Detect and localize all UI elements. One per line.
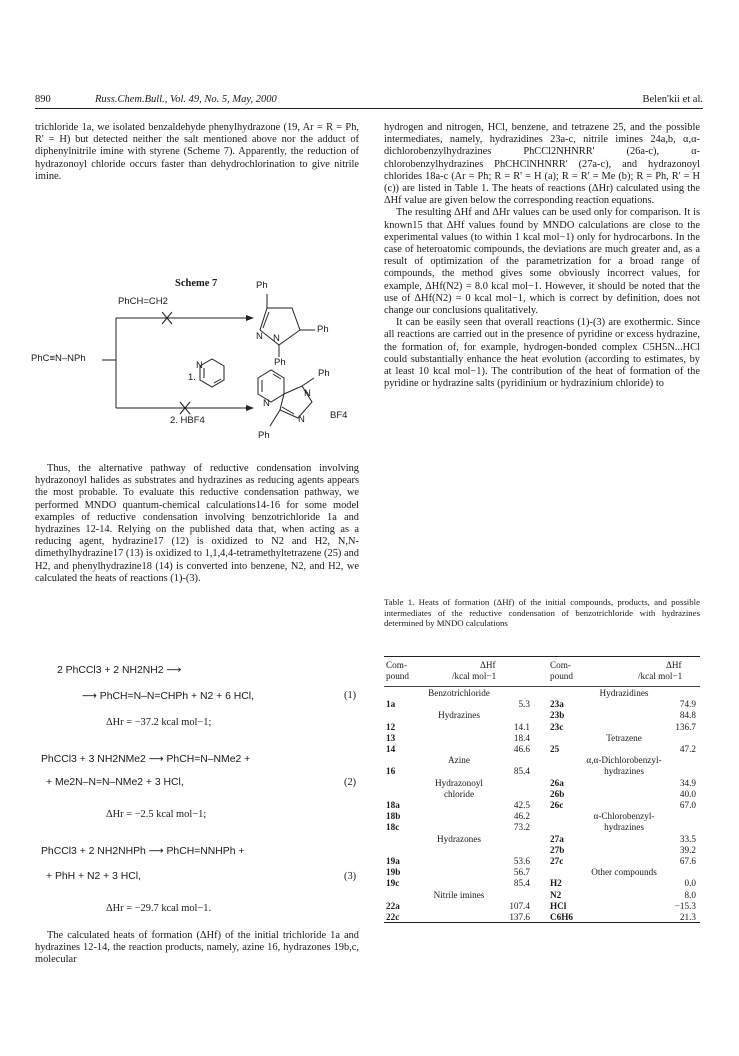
table-group-heading: α,α-Dichlorobenzyl- <box>586 755 662 766</box>
value-cell: 0.0 <box>684 878 696 889</box>
compound-cell: 25 <box>550 744 560 754</box>
reaction-enthalpy: ΔHr = −2.5 kcal mol−1; <box>106 809 207 820</box>
value-cell: 39.2 <box>679 844 696 855</box>
table-group-heading: Tetrazene <box>606 732 642 743</box>
header-cell: pound <box>550 671 573 681</box>
equation-number: (3) <box>344 871 357 882</box>
table-group-heading: hydrazines <box>604 766 644 777</box>
n-label: N <box>196 360 203 371</box>
left-column-top <box>35 122 359 183</box>
value-cell: 42.5 <box>513 800 530 810</box>
scheme-title: Scheme 7 <box>175 278 218 289</box>
compound-cell: 19a <box>386 856 400 866</box>
counterion: BF4 <box>330 410 348 421</box>
table-group-heading: Benzotrichloride <box>428 688 490 698</box>
paragraph: trichloride 1a, we isolated benzaldehyde phenylhydrazone (19, Ar = R = Ph, R' = H) but detected neither the salt mentioned above nor the adduct of diphenylnitrile imine with styrene (Scheme 7). Apparently, the reduction of hydrazonoyl chloride occurs faster than dehydrochlorination to give nitrile imine. <box>35 122 359 182</box>
value-cell: 47.2 <box>679 744 696 754</box>
value-cell: 107.4 <box>509 900 530 911</box>
compound-cell: 26c <box>550 800 564 810</box>
compound-cell: 27b <box>550 844 565 855</box>
n-label: N <box>273 333 280 344</box>
equation-1-line1: 2 PhCCl3 + 2 NH2NH2 ⟶ <box>57 665 182 676</box>
value-cell: 53.6 <box>513 856 530 866</box>
paragraph: hydrogen and nitrogen, HCl, benzene, and tetrazene 25, and the possible intermediates, namely, hydrazidines 23a-c, nitrile imines 24a,b, α,α-dichlorobenzylhydrazines PhCCl2NHNRR' (26a-c), α-chlorobenzylhydrazines PhCHClNHNRR' (27a-c), and hydrazonoyl chlorides 18a-c (Ar = Ph; R = R' = H (a); R = R' = Me (b); R = Ph, R' = H (c)) are listed in Table 1. The heats of reactions (ΔHr) calculated using the ΔHf value are given below the corresponding reaction equations. <box>384 122 700 207</box>
header-cell: Com- <box>550 660 571 670</box>
paragraph: Thus, the alternative pathway of reductive condensation involving hydrazonoyl halides as substrates and hydrazines as reducing agents appears the most probable. To evaluate this reductive condensation pathway, we performed MNDO quantum-chemical calculations14-16 for some model examples of reductive condensation involving benzotrichloride 1a and hydrazines 12-14. Relying on the published data that, when acting as a reducing agent, hydrazine17 (12) is oxidized to N2 and H2, N,N-dimethylhydrazine17 (13) is oxidized to 1,1,4,4-tetramethyltetrazene (25) and H2, and phenylhydrazine18 (14) is converted into benzene, N2, and H2, we calculated the heats of reactions (1)-(3). <box>35 463 359 584</box>
table-group-heading: Hydrazonoyl <box>435 777 483 788</box>
value-cell: −15.3 <box>674 900 696 911</box>
equation-number: (1) <box>344 690 357 701</box>
value-cell: 40.0 <box>679 788 696 799</box>
equation-number: (2) <box>344 777 357 788</box>
header-cell: /kcal mol−1 <box>638 671 683 681</box>
left-column-bottom <box>35 930 359 967</box>
n-label: N <box>304 388 311 399</box>
paragraph: It can be easily seen that overall reactions (1)-(3) are exothermic. Since all reactions are carried out in the presence of pyridine or excess hydrazine, the formation of, for example, hydrogen-bonded complex C5H5N...HCl could substantially enhance the heat evolution (according to estimates, by at least 10 kcal mol−1). The contribution of the heat of formation of the pyridine or hydrazine salts (pyridinium or hydrazinium chloride) to <box>384 317 700 390</box>
compound-cell: 18a <box>386 800 400 810</box>
authors: Belen'kii et al. <box>642 94 703 105</box>
equation-3-line2: + PhH + N2 + 3 HCl, <box>46 871 142 882</box>
header-cell: Com- <box>386 660 407 670</box>
value-cell: 73.2 <box>513 822 530 833</box>
compound-cell: 26a <box>550 777 564 788</box>
equation-2-line1: PhCCl3 + 3 NH2NMe2 ⟶ PhCH=N–NMe2 + <box>41 754 251 765</box>
ph-label: Ph <box>258 430 270 441</box>
table-left-half <box>384 688 534 1018</box>
table-top-rule <box>384 656 700 657</box>
reagent-styrene: PhCH=CH2 <box>118 296 168 307</box>
compound-cell: 13 <box>386 732 396 743</box>
value-cell: 67.6 <box>679 856 696 866</box>
compound-cell: C6H6 <box>550 912 573 922</box>
ph-label: Ph <box>317 324 329 335</box>
compound-cell: 23b <box>550 710 565 721</box>
value-cell: 21.3 <box>679 912 696 922</box>
compound-cell: 14 <box>386 744 396 754</box>
value-cell: 5.3 <box>518 699 530 710</box>
table-group-heading: α-Chlorobenzyl- <box>593 811 655 822</box>
ph-label: Ph <box>274 357 286 368</box>
value-cell: 85.4 <box>513 766 530 777</box>
table-header-rule <box>384 686 700 687</box>
ph-label: Ph <box>318 368 330 379</box>
compound-cell: HCl <box>550 900 567 911</box>
equation-2-line2: + Me2N–N=N–NMe2 + 3 HCl, <box>46 777 184 788</box>
compound-cell: 27a <box>550 833 564 844</box>
compound-cell: 23c <box>550 721 564 732</box>
equation-3-line1: PhCCl3 + 2 NH2NHPh ⟶ PhCH=NNHPh + <box>41 846 245 857</box>
header-cell: ΔHf <box>480 660 496 670</box>
table-caption: Table 1. Heats of formation (ΔHf) of the initial compounds, products, and possible intermediates of the reductive condensation of benzotrichloride with hydrazines determined by MNDO calculations <box>384 597 700 629</box>
pyrazoline-ring <box>260 308 300 345</box>
compound-cell: 23a <box>550 699 564 710</box>
compound-cell: 12 <box>386 721 396 732</box>
reaction-enthalpy: ΔHr = −37.2 kcal mol−1; <box>106 717 212 728</box>
header-cell: pound <box>386 671 409 681</box>
compound-cell: 19b <box>386 867 401 878</box>
reaction-enthalpy: ΔHr = −29.7 kcal mol−1. <box>106 903 212 914</box>
table-group-heading: Hydrazones <box>437 833 481 844</box>
paragraph: The calculated heats of formation (ΔHf) of the initial trichloride 1a and hydrazines 12-14, the reaction products, namely, azine 16, hydrazones 19b,c, molecular <box>35 930 359 966</box>
equation-1-line2: ⟶ PhCH=N–N=CHPh + N2 + 6 HCl, <box>82 691 254 702</box>
value-cell: 67.0 <box>679 800 696 810</box>
value-cell: 85.4 <box>513 878 530 889</box>
running-header <box>35 94 703 109</box>
value-cell: 33.5 <box>679 833 696 844</box>
table-group-heading: Hydrazines <box>438 710 480 721</box>
compound-cell: 26b <box>550 788 565 799</box>
value-cell: 14.1 <box>513 721 530 732</box>
value-cell: 34.9 <box>679 777 696 788</box>
header-cell: ΔHf <box>666 660 682 670</box>
value-cell: 46.2 <box>513 811 530 822</box>
value-cell: 136.7 <box>675 721 696 732</box>
value-cell: 74.9 <box>679 699 696 710</box>
value-cell: 8.0 <box>684 889 696 900</box>
value-cell: 56.7 <box>513 867 530 878</box>
compound-cell: 22a <box>386 900 400 911</box>
table-group-heading: Azine <box>448 755 470 766</box>
value-cell: 18.4 <box>513 732 530 743</box>
compound-cell: N2 <box>550 889 562 900</box>
right-column <box>384 122 700 390</box>
n-label: N <box>256 331 263 342</box>
compound-cell: 22c <box>386 912 400 922</box>
ph-label: Ph <box>256 280 268 291</box>
compound-cell: 18b <box>386 811 401 822</box>
table-bottom-rule <box>384 922 700 923</box>
table-right-half <box>548 688 700 1018</box>
compound-cell: 16 <box>386 766 396 777</box>
paragraph: The resulting ΔHf and ΔHr values can be used only for comparison. It is known15 that ΔHf values found by MNDO calculations are close to the experimental values (to within 1 kcal mol−1) only for hydrocarbons. In the case of heteroatomic compounds, the deviations are much greater and, as a result of optimization of the parametrization for a broad range of compounds, the method gives some obviously incorrect values, for example, ΔHf(N2) = 8.0 kcal mol−1. However, it should be noted that the use of ΔHf(N2) = 0 kcal mol−1, which is correct by definition, does not change our conclusions qualitatively. <box>384 207 700 317</box>
compound-cell: 19c <box>386 878 400 889</box>
journal-citation: Russ.Chem.Bull., Vol. 49, No. 5, May, 2000 <box>95 94 277 105</box>
compound-cell: 1a <box>386 699 396 710</box>
table-group-heading: Nitrile imines <box>433 889 485 900</box>
value-cell: 46.6 <box>513 744 530 754</box>
step-label: 1. <box>188 372 196 383</box>
page-number: 890 <box>35 94 51 105</box>
n-label: N <box>263 398 270 409</box>
compound-cell: 27c <box>550 856 564 866</box>
header-cell: /kcal mol−1 <box>452 671 497 681</box>
value-cell: 84.8 <box>679 710 696 721</box>
value-cell: 137.6 <box>509 912 530 922</box>
nitrile-imine: PhC≡N–NPh <box>31 353 86 364</box>
table-group-heading: Hydrazidines <box>599 688 649 698</box>
left-column-mid <box>35 463 359 585</box>
arrowhead <box>246 405 254 411</box>
n-label: N <box>298 414 305 425</box>
table-group-heading: Other compounds <box>591 867 657 878</box>
table-group-heading: hydrazines <box>604 822 644 833</box>
arrowhead <box>246 315 254 321</box>
table-group-heading: chloride <box>443 788 475 799</box>
step-label: 2. HBF4 <box>170 415 205 426</box>
compound-cell: H2 <box>550 878 562 889</box>
compound-cell: 18c <box>386 822 400 833</box>
